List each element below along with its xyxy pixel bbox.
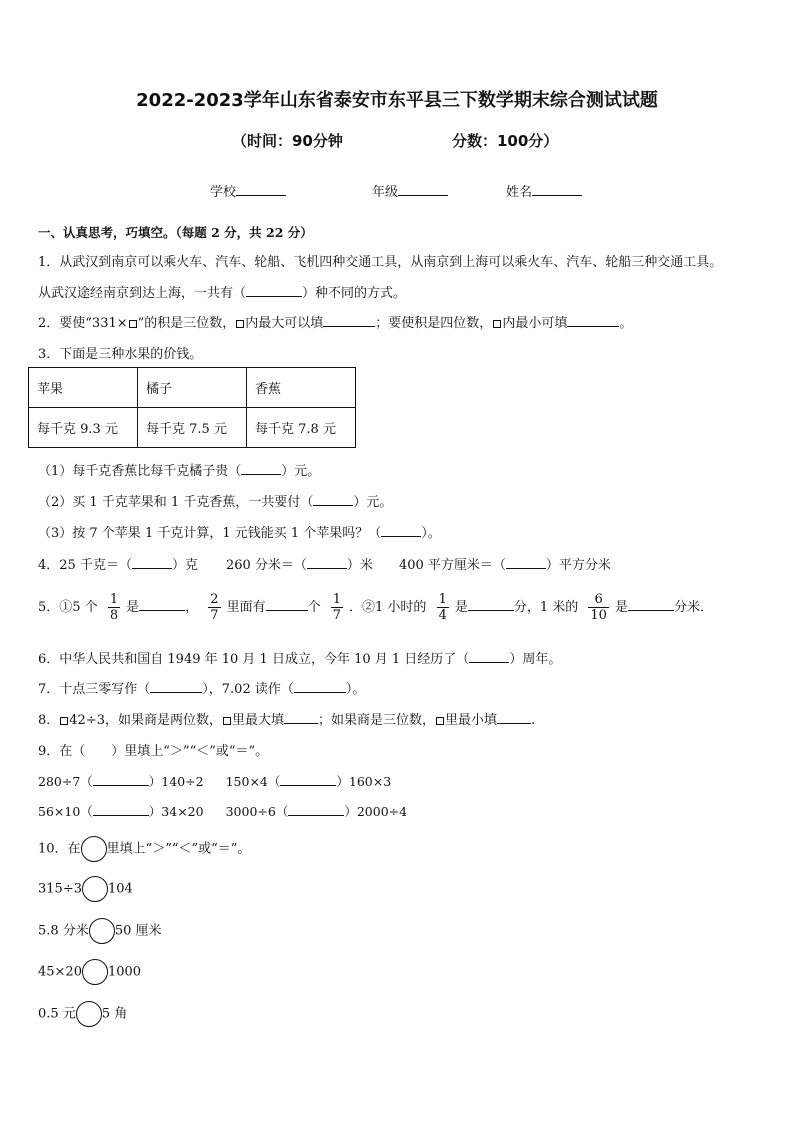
q7-text-b: ），7.02 读作（: [202, 682, 294, 697]
school-label: 学校: [210, 185, 237, 200]
q3-1-blank[interactable]: [241, 462, 281, 475]
q8-blank-2[interactable]: [497, 711, 531, 724]
q8-text-a: 8．: [38, 713, 60, 728]
question-3-part2: [38, 491, 392, 510]
exam-score: 分数：100分）: [452, 132, 559, 150]
table-header-row: [29, 368, 356, 408]
q7-blank-2[interactable]: [294, 680, 346, 693]
fraction: [108, 592, 120, 623]
q2-text-c: 内最大可以填: [245, 316, 324, 331]
fraction-numerator: 2: [210, 592, 219, 607]
compare-circle[interactable]: [89, 918, 115, 944]
school-field: [210, 181, 286, 200]
q2-text-d: ；要使积是四位数，: [375, 316, 493, 331]
name-blank[interactable]: [532, 183, 582, 196]
grade-label: 年级: [372, 185, 399, 200]
q7-blank-1[interactable]: [150, 680, 202, 693]
q7-text-c: ）。: [345, 682, 366, 697]
q9-blank[interactable]: [280, 773, 336, 786]
q4-text-e: 400 平方厘米＝（: [398, 558, 506, 573]
question-1-line2: [38, 282, 406, 301]
q3-1-text-a: （1）每千克香蕉比每千克橘子贵（: [38, 464, 242, 479]
q1-blank[interactable]: [246, 284, 302, 297]
question-7: [38, 678, 365, 697]
q4-text-f: ）平方分米: [545, 558, 611, 573]
q9-blank[interactable]: [93, 803, 149, 816]
q5-text-j: 是: [614, 600, 628, 615]
box-symbol: [129, 320, 137, 328]
q10-text-a: 10．在: [38, 841, 81, 857]
question-1-line1: 1．从武汉到南京可以乘火车、汽车、轮船、飞机四种交通工具，从南京到上海可以乘火车、汽车、轮船三种交通工具。: [38, 255, 723, 270]
q4-text-a: 4．25 千克＝（: [38, 558, 132, 573]
q3-3-text-b: ）。: [421, 526, 441, 541]
q5-text-b: 是: [126, 600, 140, 615]
fraction: [588, 592, 609, 623]
exam-time: （时间：90分钟: [232, 132, 343, 150]
question-6: [38, 648, 561, 667]
q10-right: 50 厘米: [114, 923, 162, 939]
question-3-part3: [38, 522, 441, 541]
q3-2-text-b: ）元。: [353, 495, 393, 510]
fraction: [331, 592, 343, 623]
name-label: 姓名: [506, 185, 533, 200]
fraction: [437, 592, 449, 623]
q4-blank-2[interactable]: [307, 556, 347, 569]
box-symbol: [60, 717, 68, 725]
q3-1-text-b: ）元。: [281, 464, 321, 479]
q5-text-i: 分，1 米的: [513, 600, 579, 615]
q10-left: 45×20: [38, 964, 82, 980]
fraction-numerator: 1: [332, 592, 342, 607]
q8-text-f: .: [531, 713, 536, 728]
q5-blank-2[interactable]: [266, 598, 308, 611]
q10-left: 315÷3: [38, 881, 82, 897]
q6-text-b: ）周年。: [509, 652, 562, 667]
q3-2-blank[interactable]: [313, 493, 353, 506]
q4-text-b: ）克: [171, 558, 198, 573]
box-symbol: [223, 717, 231, 725]
fraction-numerator: 1: [109, 592, 119, 607]
table-cell: 每千克 9.3 元: [29, 408, 138, 448]
q3-3-blank[interactable]: [381, 524, 421, 537]
table-header-cell: 橘子: [138, 368, 247, 408]
q2-text-e: 内最小可填: [502, 316, 568, 331]
fraction-denominator: 7: [332, 608, 342, 623]
q10-right: 1000: [107, 964, 142, 980]
fraction-denominator: 4: [438, 608, 447, 623]
q9-blank[interactable]: [93, 773, 149, 786]
q8-text-d: ；如果商是三位数，: [318, 713, 436, 728]
table-cell: 每千克 7.8 元: [247, 408, 356, 448]
fraction-numerator: 1: [438, 592, 447, 607]
q5-blank-4[interactable]: [628, 598, 674, 611]
q9-expr: 56×10（: [38, 804, 93, 819]
compare-circle[interactable]: [82, 876, 108, 902]
q9-expr: ）2000÷4: [344, 804, 408, 819]
question-9-intro: 9．在（ ）里填上“＞”“＜”或“＝”。: [38, 744, 269, 759]
q10-right: 104: [107, 881, 133, 897]
q2-text-f: 。: [619, 316, 633, 331]
q6-blank[interactable]: [469, 650, 509, 663]
q5-text-c: ，: [185, 600, 199, 615]
q3-2-text-a: （2）买 1 千克苹果和 1 千克香蕉，一共要付（: [38, 495, 314, 510]
box-symbol: [236, 320, 244, 328]
q8-text-c: 里最大填: [232, 713, 285, 728]
question-5: [38, 592, 713, 623]
q10-left: 0.5 元: [38, 1006, 76, 1022]
section-heading: 一、认真思考，巧填空。（每题 2 分，共 22 分）: [38, 225, 313, 240]
q2-text-b: ”的积是三位数，: [137, 316, 236, 331]
q5-text-a: 5．①5 个: [38, 600, 98, 615]
circle-symbol: [81, 836, 107, 862]
question-4: [38, 554, 611, 573]
name-field: [506, 181, 582, 200]
table-header-cell: 香蕉: [247, 368, 356, 408]
q2-blank-2[interactable]: [567, 314, 619, 327]
q10-right: 5 角: [101, 1006, 128, 1022]
question-2: [38, 312, 632, 331]
question-10-item: [38, 918, 162, 944]
question-8: [38, 709, 535, 728]
q5-blank-1[interactable]: [139, 598, 185, 611]
q8-blank-1[interactable]: [284, 711, 318, 724]
box-symbol: [493, 320, 501, 328]
fraction-numerator: 6: [594, 592, 603, 607]
table-cell: 每千克 7.5 元: [138, 408, 247, 448]
question-9-row2: [38, 802, 407, 820]
q9-expr: ）160×3: [336, 774, 392, 789]
q2-text-a: 2．要使“331×: [38, 316, 128, 331]
q5-text-d: 里面有: [226, 600, 266, 615]
q6-text-a: 6．中华人民共和国自 1949 年 10 月 1 日成立，今年 10 月 1 日经历了（: [38, 652, 470, 667]
table-header-cell: 苹果: [29, 368, 138, 408]
question-10-item: [38, 959, 141, 985]
q9-expr: ）34×20: [148, 804, 204, 819]
question-10-item: [38, 876, 133, 902]
question-9-row1: [38, 772, 391, 790]
q4-blank-3[interactable]: [506, 556, 546, 569]
q4-blank-1[interactable]: [132, 556, 172, 569]
q8-text-e: 里最小填: [445, 713, 498, 728]
fraction-denominator: 8: [109, 608, 119, 623]
fraction-denominator: 10: [590, 608, 607, 623]
question-10-intro: [38, 836, 250, 862]
q1-text-a: 从武汉途经南京到达上海，一共有（: [38, 286, 247, 301]
box-symbol: [436, 717, 444, 725]
grade-blank[interactable]: [398, 183, 448, 196]
fraction-denominator: 7: [210, 608, 219, 623]
q2-blank-1[interactable]: [323, 314, 375, 327]
q3-3-text-a: （3）按 7 个苹果 1 千克计算，1 元钱能买 1 个苹果吗？（: [38, 526, 382, 541]
q8-text-b: 42÷3，如果商是两位数，: [69, 713, 222, 728]
q9-expr: 150×4（: [225, 774, 281, 789]
q7-text-a: 7．十点三零写作（: [38, 682, 151, 697]
grade-field: [372, 181, 448, 200]
q5-text-e: 个: [307, 600, 321, 615]
question-3-part1: [38, 460, 320, 479]
q9-expr: 3000÷6（: [225, 804, 289, 819]
question-3-intro: 3．下面是三种水果的价钱。: [38, 347, 203, 362]
q1-text-b: ）种不同的方式。: [302, 286, 407, 301]
q4-text-c: 260 分米＝（: [225, 558, 307, 573]
q9-expr: ）140÷2: [148, 774, 204, 789]
fruit-price-table: [28, 367, 356, 448]
q9-blank[interactable]: [288, 803, 344, 816]
q10-left: 5.8 分米: [38, 923, 89, 939]
q5-text-k: 分米．: [673, 600, 713, 615]
compare-circle[interactable]: [76, 1001, 102, 1027]
compare-circle[interactable]: [82, 959, 108, 985]
q5-text-g: ．②1 小时的: [349, 600, 427, 615]
q5-blank-3[interactable]: [468, 598, 514, 611]
q10-text-b: 里填上“＞”“＜”或“＝”。: [106, 841, 251, 857]
fraction: [208, 592, 220, 623]
page-title: 2022-2023学年山东省泰安市东平县三下数学期末综合测试试题: [136, 90, 658, 111]
question-10-item: [38, 1001, 127, 1027]
school-blank[interactable]: [236, 183, 286, 196]
table-row: [29, 408, 356, 448]
q9-expr: 280÷7（: [38, 774, 93, 789]
q4-text-d: ）米: [346, 558, 373, 573]
q5-text-h: 是: [454, 600, 468, 615]
